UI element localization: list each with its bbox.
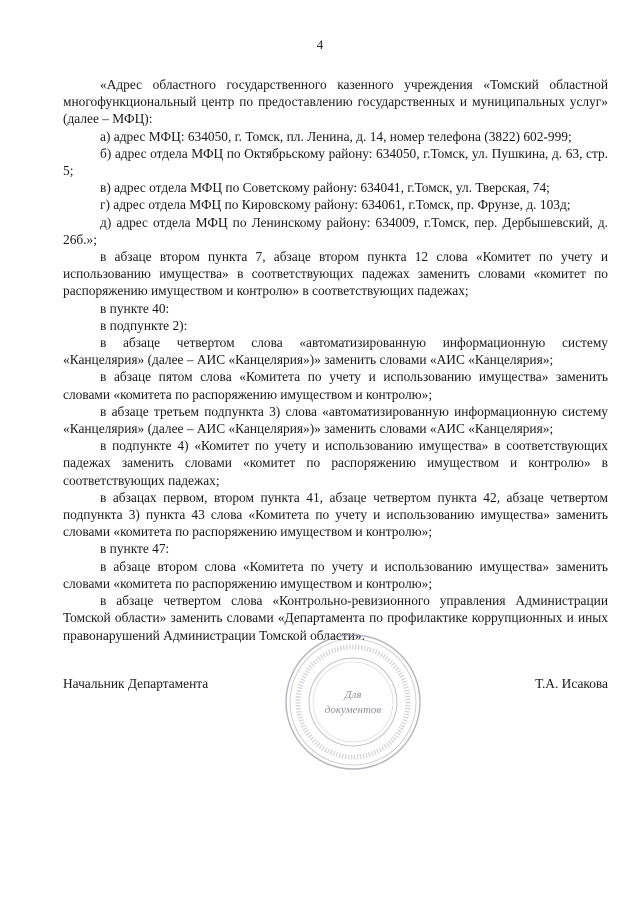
paragraph: в подпункте 4) «Комитет по учету и использованию имущества» в соответствующих падежах заменить словами «комитет по распоряжению имуществом и контролю» в соответствующих падежах; [63, 438, 608, 488]
paragraph: в абзаце втором пункта 7, абзаце втором пункта 12 слова «Комитет по учету и использованию имущества» в соответствующих падежах заменить словами «комитет по распоряжению имуществом и контролю» в соответствующих падежах; [63, 249, 608, 299]
paragraph: в абзаце втором слова «Комитета по учету и использованию имущества» заменить словами «комитета по распоряжению имуществом и контролю»; [63, 558, 608, 591]
signatory-title: Начальник Департамента [63, 676, 209, 691]
paragraph: в подпункте 2): [100, 317, 188, 333]
paragraph: в абзацах первом, втором пункта 41, абзаце четвертом пункта 42, абзаце четвертом подпункта 3) пункта 43 слова «Комитета по учету и использованию имущества» заменить словами «комитета по распоряжению имуществом и контролю»; [63, 489, 608, 540]
paragraph: в абзаце пятом слова «Комитета по учету и использованию имущества» заменить словами «комитета по распоряжению имуществом и контролю»; [63, 369, 608, 402]
paragraph: «Адрес областного государственного казенного учреждения «Томский областной многофункциональный центр по предоставлению государственных и муниципальных услуг» (далее – МФЦ): [63, 77, 608, 127]
paragraph: в пункте 40: [100, 300, 170, 316]
paragraph: в абзаце четвертом слова «автоматизированную информационную систему «Канцелярия» (далее – АИС «Канцелярия»)» заменить словами «АИС «Канцелярия»; [63, 335, 608, 368]
paragraph: д) адрес отдела МФЦ по Ленинскому району: 634009, г.Томск, пер. Дербышевский, д. 26б.»; [63, 214, 608, 247]
paragraph: в абзаце четвертом слова «Контрольно-ревизионного управления Администрации Томской области» заменить словами «Департамента по профилактике коррупционных и иных правонарушений Администрации Томской области». [63, 593, 608, 643]
seal-center-text: Для [344, 689, 362, 701]
paragraph: в пункте 47: [100, 541, 170, 557]
seal-graphic [283, 632, 423, 772]
paragraph: б) адрес отдела МФЦ по Октябрьскому району: 634050, г.Томск, ул. Пушкина, д. 63, стр. 5; [63, 145, 608, 179]
page-number: 4 [316, 37, 324, 52]
seal-center-text: документов [324, 704, 382, 716]
signatory-name: Т.А. Исакова [535, 676, 608, 691]
paragraph: г) адрес отдела МФЦ по Кировскому району: 634061, г.Томск, пр. Фрунзе, д. 103д; [100, 197, 571, 213]
official-seal [283, 632, 423, 772]
paragraph: а) адрес МФЦ: 634050, г. Томск, пл. Ленина, д. 14, номер телефона (3822) 602-999; [100, 128, 572, 144]
document-body [63, 76, 608, 644]
paragraph: в) адрес отдела МФЦ по Советскому району: 634041, г.Томск, ул. Тверская, 74; [100, 180, 550, 196]
paragraph: в абзаце третьем подпункта 3) слова «автоматизированную информационную систему «Канцелярия» (далее – АИС «Канцелярия»)» заменить словами «АИС «Канцелярия»; [63, 403, 608, 437]
